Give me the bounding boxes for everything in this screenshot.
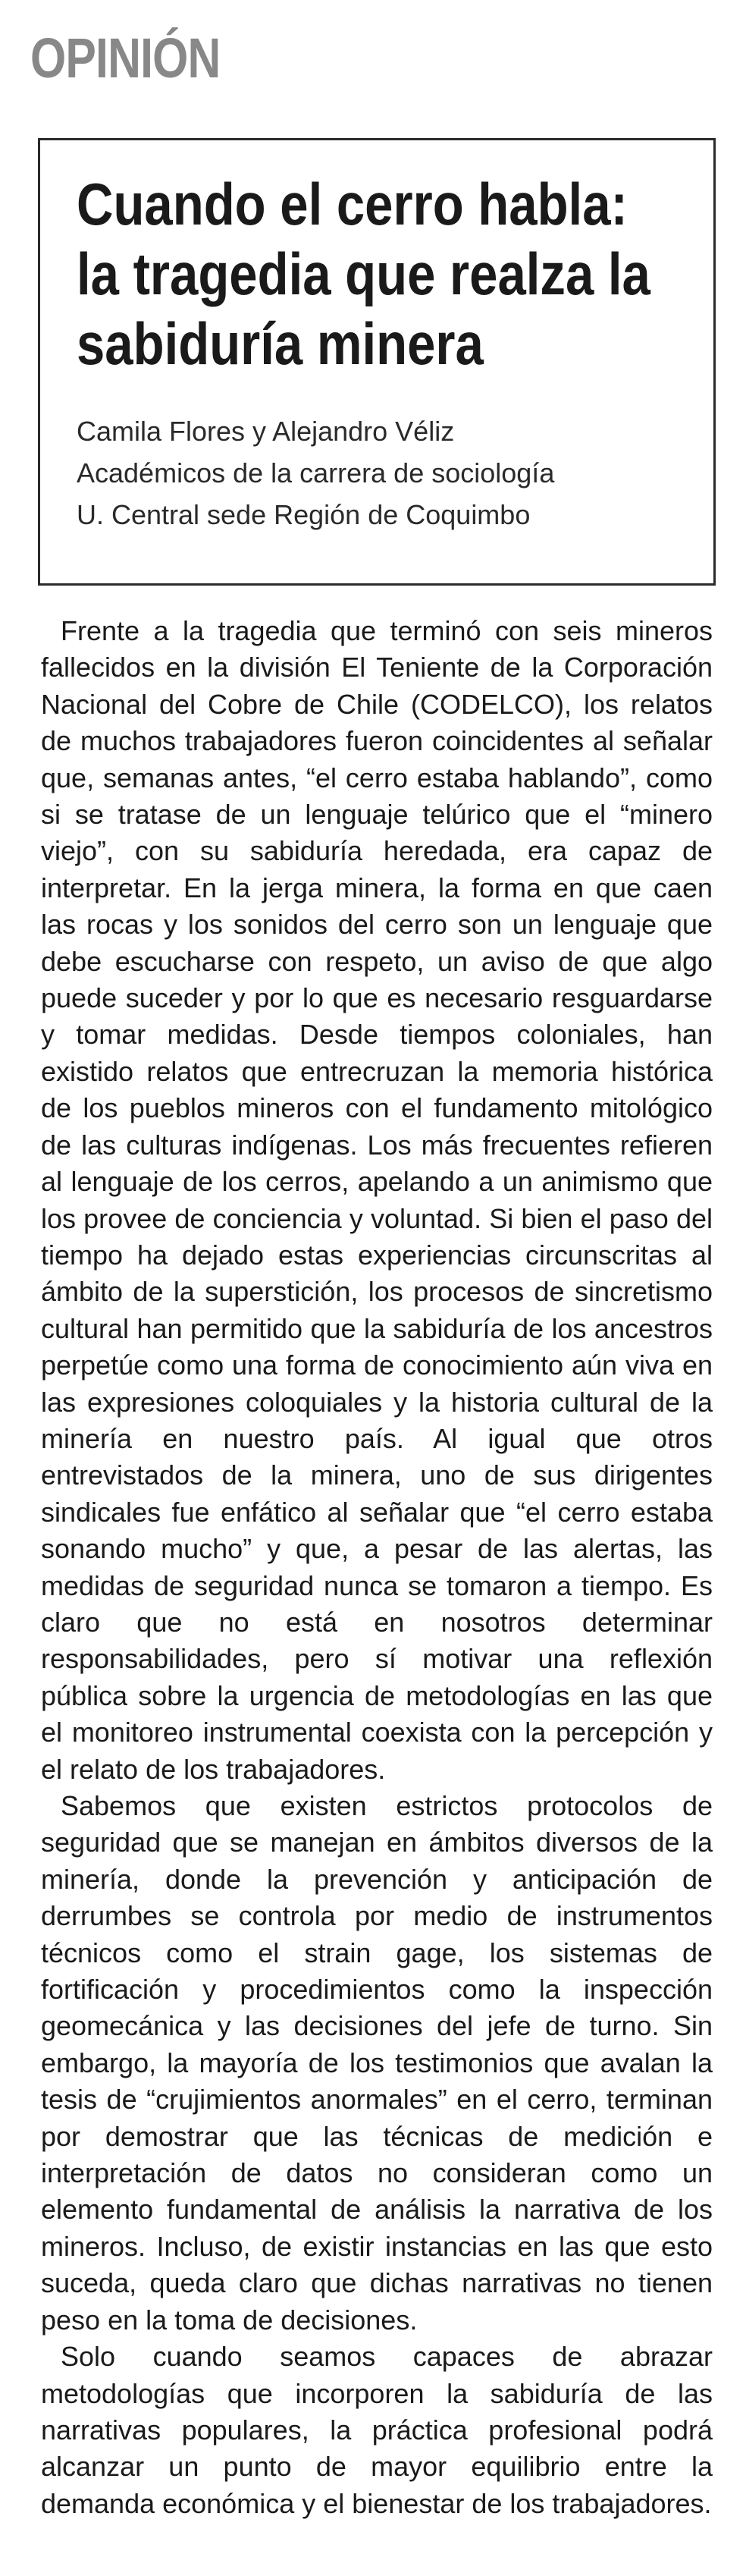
- article-paragraph: Frente a la tragedia que terminó con seis mineros fallecidos en la división El Teniente de la Corporación Nacional del Cobre de Chile (CODELCO), los relatos de muchos trabajadores fueron coincidentes al señalar que, semanas antes, “el cerro estaba hablando”, como si se tratase de un lenguaje telúrico que el “minero viejo”, con su sabiduría heredada, era capaz de interpretar. En la jerga minera, la forma en que caen las rocas y los sonidos del cerro son un lenguaje que debe escucharse con respeto, un aviso de que algo puede suceder y por lo que es necesario resguardarse y tomar medidas. Desde tiempos coloniales, han existido relatos que entrecruzan la memoria histórica de los pueblos mineros con el fundamento mitológico de las culturas indígenas. Los más frecuentes refieren al lenguaje de los cerros, apelando a un animismo que los provee de conciencia y voluntad. Si bien el paso del tiempo ha dejado estas experiencias circunscritas al ámbito de la superstición, los procesos de sincretismo cultural han permitido que la sabiduría de los ancestros perpetúe como una forma de conocimiento aún viva en las expresiones coloquiales y la historia cultural de la minería en nuestro país. Al igual que otros entrevistados de la minera, uno de sus dirigentes sindicales fue enfático al señalar que “el cerro estaba sonando mucho” y que, a pesar de las alertas, las medidas de seguridad nunca se tomaron a tiempo. Es claro que no está en nosotros determinar responsabilidades, pero sí motivar una reflexión pública sobre la urgencia de metodologías en las que el monitoreo instrumental coexista con la percepción y el relato de los trabajadores.: [41, 615, 713, 1785]
- headline-line: sabiduría minera: [77, 310, 484, 377]
- article-paragraph: Sabemos que existen estrictos protocolos de seguridad que se manejan en ámbitos diversos de la minería, donde la prevención y anticipación de derrumbes se controla por medio de instrumentos técnicos como el strain gage, los sistemas de fortificación y procedimientos como la inspección geomecánica y las decisiones del jefe de turno. Sin embargo, la mayoría de los testimonios que avalan la tesis de “crujimientos anormales” en el cerro, terminan por demostrar que las técnicas de medición e interpretación de datos no consideran como un elemento fundamental de análisis la narrativa de los mineros. Incluso, de existir instancias en las que esto suceda, queda claro que dichas narrativas no tienen peso en la toma de decisiones.: [41, 1790, 713, 2336]
- headline: [77, 169, 650, 379]
- headline-line: la tragedia que realza la: [77, 240, 650, 307]
- headline-line: Cuando el cerro habla:: [77, 171, 628, 237]
- article-body: [41, 613, 713, 2522]
- article-paragraph: Solo cuando seamos capaces de abrazar metodologías que incorporen la sabiduría de las narrativas populares, la práctica profesional podrá alcanzar un punto de mayor equilibrio entre la demanda económica y el bienestar de los trabajadores.: [41, 2341, 713, 2519]
- byline: [77, 410, 554, 536]
- byline-authors: Camila Flores y Alejandro Véliz: [77, 416, 455, 447]
- headline-box: [38, 138, 716, 586]
- byline-role: Académicos de la carrera de sociología: [77, 457, 555, 488]
- section-label: OPINIÓN: [30, 27, 221, 90]
- byline-institution: U. Central sede Región de Coquimbo: [77, 499, 531, 530]
